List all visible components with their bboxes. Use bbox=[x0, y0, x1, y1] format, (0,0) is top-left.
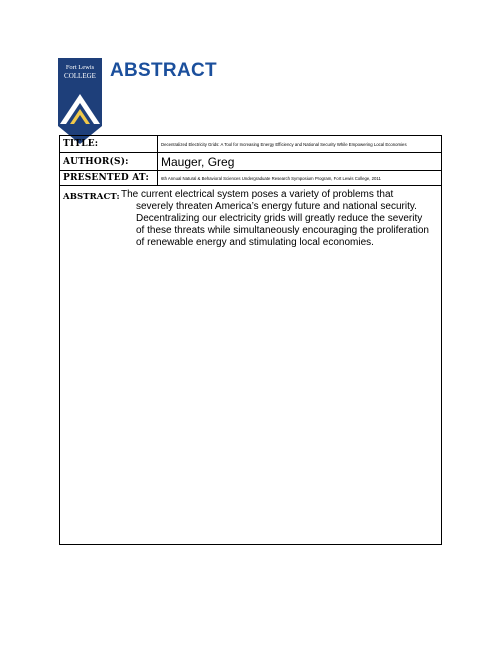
abstract-form bbox=[59, 135, 442, 545]
title-value: Decentralized Electricity Grids: A Tool for Increasing Energy Efficiency and National Security While Empowering Local Economies bbox=[161, 141, 407, 147]
author-label: AUTHOR(S): bbox=[63, 156, 129, 167]
row-divider bbox=[157, 136, 158, 152]
row-divider bbox=[157, 171, 158, 185]
row-divider bbox=[157, 153, 158, 170]
page-heading: ABSTRACT bbox=[110, 60, 217, 81]
logo-text-line2: COLLEGE bbox=[64, 72, 96, 80]
presented-value: 6th Annual Natural & Behavioral Sciences Undergraduate Research Symposium Program, Fort Lewis College, 2011 bbox=[161, 175, 381, 181]
author-row bbox=[60, 153, 441, 171]
college-logo bbox=[58, 58, 102, 144]
presented-label: PRESENTED AT: bbox=[63, 173, 149, 183]
abstract-text: The current electrical system poses a variety of problems that severely threaten America’s energy future and national security. Decentralizing our electricity grids will greatly reduce the severity of these threats while simultaneously encouraging the proliferation of renewable energy and stimulating local economies. bbox=[121, 189, 429, 248]
presented-row bbox=[60, 171, 441, 186]
author-value: Mauger, Greg bbox=[161, 154, 235, 169]
title-row bbox=[60, 136, 441, 153]
abstract-label: ABSTRACT: bbox=[63, 192, 120, 202]
title-label: TITLE: bbox=[63, 139, 99, 149]
logo-text-line1: Fort Lewis bbox=[65, 64, 95, 71]
